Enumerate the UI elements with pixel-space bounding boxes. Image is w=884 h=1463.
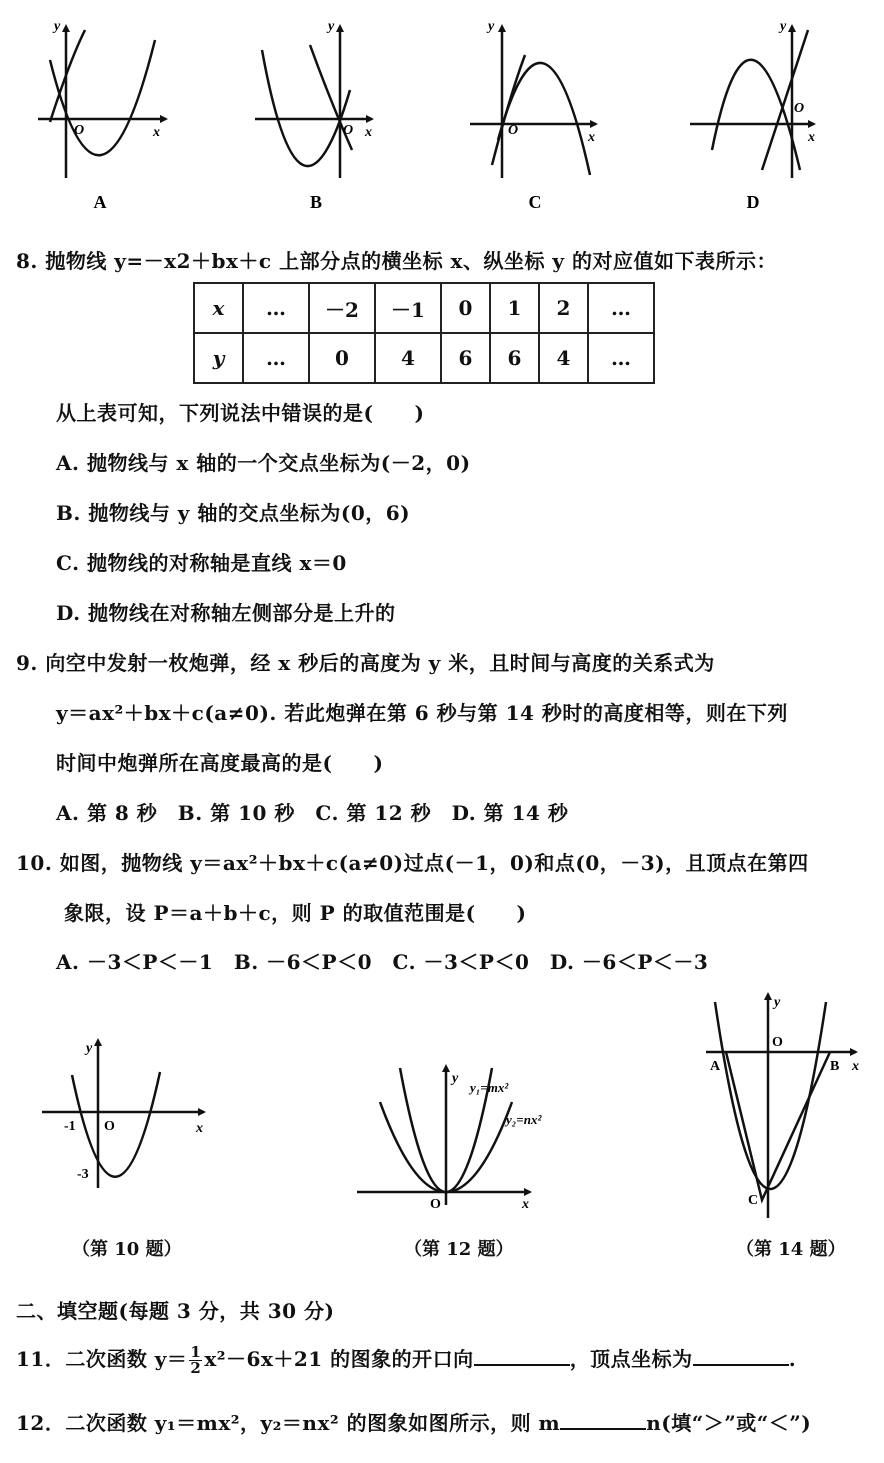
q8-option-d: D. 抛物线在对称轴左侧部分是上升的 (56, 601, 396, 625)
figures (0, 990, 884, 1212)
table-cell: 0 (441, 283, 490, 333)
table-cell: 0 (309, 333, 375, 383)
table-cell: 1 (490, 283, 539, 333)
table-cell: 4 (539, 333, 588, 383)
fig12-caption: （第 12 题） (404, 1239, 514, 1260)
q12-end: n(填“＞”或“＜”) (646, 1411, 812, 1435)
graph-label-b: B (309, 192, 323, 212)
y-label: y (54, 19, 61, 34)
q8-stem: 8. 抛物线 y=－x2＋bx＋c 上部分点的横坐标 x、纵坐标 y 的对应值如下表所示： (16, 249, 778, 273)
q9-options: A. 第 8 秒 B. 第 10 秒 C. 第 12 秒 D. 第 14 秒 (56, 801, 569, 825)
q11-frac-den: 2 (190, 1359, 202, 1377)
fig14-caption: （第 14 题） (736, 1239, 846, 1260)
y-label: y (780, 19, 787, 34)
y-label: y (328, 19, 335, 34)
graph-b (255, 28, 372, 178)
q8-question: 从上表可知，下列说法中错误的是( ) (56, 401, 425, 425)
table-cell: －2 (309, 283, 375, 333)
q11-mid: ，顶点坐标为 (569, 1347, 693, 1371)
q11-blank-1[interactable] (474, 1346, 570, 1366)
q12-prefix: 12．二次函数 y₁＝mx²，y₂＝nx² 的图象如图所示，则 m (16, 1411, 561, 1435)
table-cell: … (243, 333, 309, 383)
q7-graphs (0, 0, 884, 230)
q8-option-a: A. 抛物线与 x 轴的一个交点坐标为(－2，0) (56, 451, 471, 475)
fig14-origin-label: O (772, 1035, 783, 1050)
table-cell: … (588, 283, 654, 333)
table-cell: 6 (490, 333, 539, 383)
table-cell: 6 (441, 333, 490, 383)
q11-prefix: 11．二次函数 y＝ (16, 1347, 188, 1371)
fig10-minus1-label: -1 (64, 1119, 76, 1134)
fig12-y-label: y (452, 1071, 459, 1086)
fig14-x-label: x (852, 1059, 859, 1074)
fig10-origin-label: O (104, 1119, 115, 1134)
fig10-x-label: x (196, 1121, 203, 1136)
origin-label: O (794, 101, 805, 116)
q9-line-3: 时间中炮弹所在高度最高的是( ) (56, 751, 384, 775)
table-cell: －1 (375, 283, 441, 333)
fig12-x-label: x (522, 1197, 529, 1212)
fig14-point-c-label: C (748, 1193, 759, 1208)
origin-label: O (343, 123, 354, 138)
q8-option-b: B. 抛物线与 y 轴的交点坐标为(0，6) (56, 501, 411, 525)
fig14-point-a-label: A (710, 1059, 721, 1074)
table-cell: x (194, 283, 243, 333)
figure-10 (42, 1042, 204, 1188)
graph-label-a: A (93, 192, 107, 212)
q11-rest: x²－6x＋21 的图象的开口向 (204, 1347, 474, 1371)
fig12-y1-label: y₁=mx² (470, 1080, 509, 1095)
graph-c (470, 28, 596, 178)
graph-label-c: C (528, 192, 542, 212)
origin-label: O (74, 123, 85, 138)
x-label: x (153, 125, 160, 140)
x-label: x (808, 130, 815, 145)
q11-blank-2[interactable] (693, 1346, 789, 1366)
q11 (16, 1343, 796, 1376)
fig10-y-label: y (86, 1041, 93, 1056)
fig10-caption: （第 10 题） (72, 1239, 182, 1260)
table-cell: 4 (375, 333, 441, 383)
x-label: x (588, 130, 595, 145)
fig10-minus3-label: -3 (77, 1167, 89, 1182)
q10-line-2: 象限，设 P＝a＋b＋c，则 P 的取值范围是( ) (64, 901, 527, 925)
q12 (16, 1407, 811, 1436)
q9-line-1: 9. 向空中发射一枚炮弹，经 x 秒后的高度为 y 米，且时间与高度的关系式为 (16, 651, 715, 675)
table-cell: y (194, 333, 243, 383)
fig12-origin-label: O (430, 1197, 441, 1212)
q12-blank[interactable] (560, 1410, 646, 1430)
y-label: y (488, 19, 495, 34)
x-label: x (365, 125, 372, 140)
q10-options: A. －3＜P＜－1 B. －6＜P＜0 C. －3＜P＜0 D. －6＜P＜－3 (56, 950, 709, 974)
section-2-title: 二、填空题(每题 3 分，共 30 分) (16, 1299, 335, 1323)
q9-line-2: y＝ax²＋bx＋c(a≠0). 若此炮弹在第 6 秒与第 14 秒时的高度相等，则在下列 (56, 701, 788, 725)
table-row (194, 283, 654, 333)
graph-a (38, 28, 166, 178)
origin-label: O (508, 123, 519, 138)
table-cell: … (243, 283, 309, 333)
q10-line-1: 10. 如图，抛物线 y＝ax²＋bx＋c(a≠0)过点(－1，0)和点(0，－3)，且顶点在第四 (16, 851, 809, 875)
table-cell: 2 (539, 283, 588, 333)
q11-frac-num: 1 (190, 1343, 202, 1361)
fig14-y-label: y (774, 995, 781, 1010)
graph-label-d: D (746, 192, 760, 212)
figure-14 (706, 995, 856, 1218)
table-cell: … (588, 333, 654, 383)
table-row (194, 333, 654, 383)
q8-option-c: C. 抛物线的对称轴是直线 x＝0 (56, 551, 347, 575)
q8-value-table (193, 282, 655, 384)
fig12-y2-label: y₂=nx² (506, 1112, 542, 1127)
fig14-point-b-label: B (830, 1059, 840, 1074)
q11-end: . (788, 1347, 797, 1371)
q11-fraction (189, 1345, 202, 1376)
